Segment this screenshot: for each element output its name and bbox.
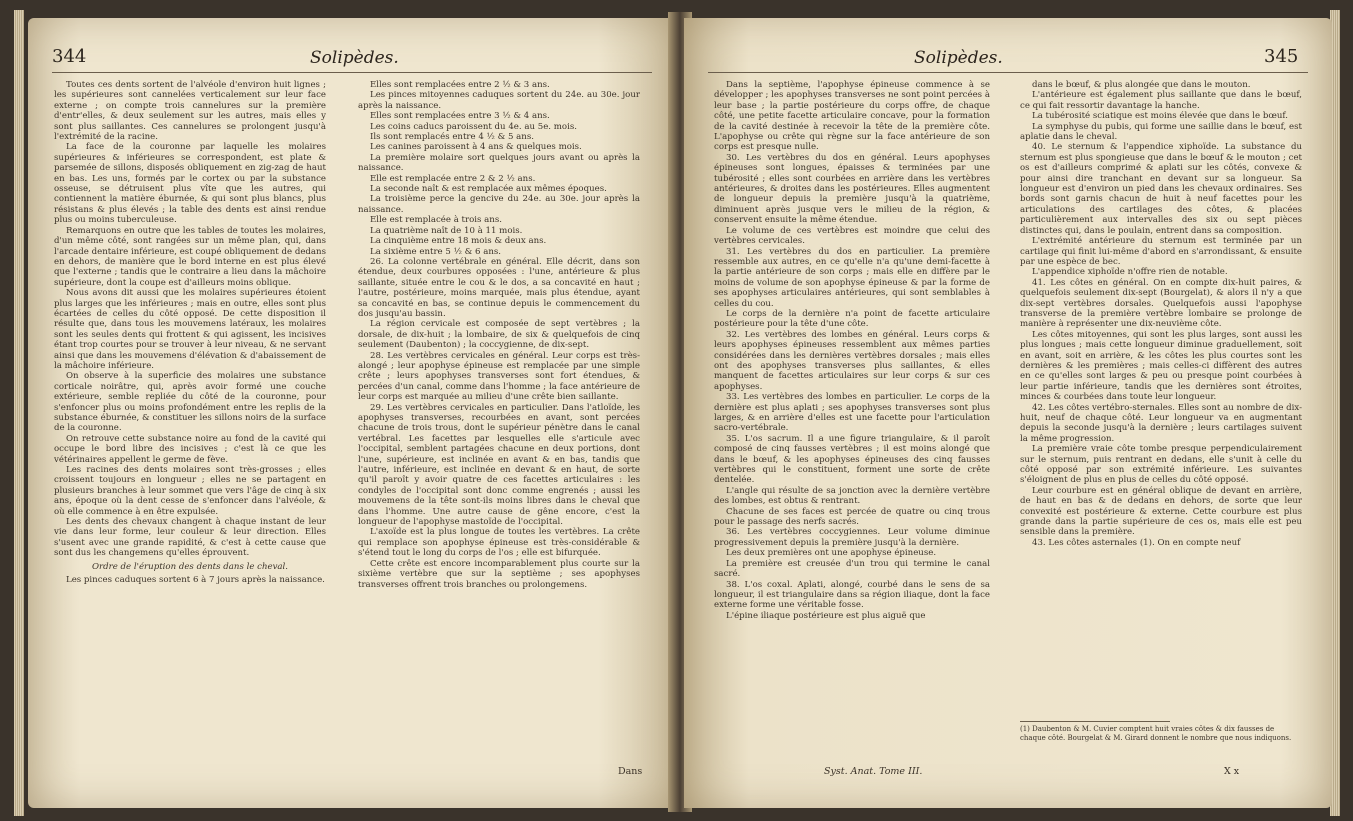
paragraph: La première vraie côte tombe presque perpendiculairement sur le sternum, puis rentrant en dedans, elle s'unit à celle du côté opposé par son extrémité inférieure. Les suivantes s'éloignent de plus en plus de celles du côté opposé. [1020, 444, 1302, 486]
paragraph: 31. Les vertèbres du dos en particulier. La première ressemble aux autres, en ce qu'elle n'a qu'une demi-facette à la partie antérieure de son corps ; mais elle en diffère par le moins de volume de son apophyse épineuse & par la forme de ses apophyses articulaires antérieures, qui sont semblables à celles du cou. [714, 246, 990, 309]
paragraph: Les deux premières ont une apophyse épineuse. [726, 548, 937, 559]
right-column-1 [714, 80, 990, 621]
left-page-edges [14, 10, 24, 816]
paragraph: La symphyse du pubis, qui forme une saillie dans le bœuf, est aplatie dans le cheval. [1020, 121, 1302, 143]
paragraph: Les dents des chevaux changent à chaque instant de leur vie dans leur forme, leur couleur & leur direction. Elles s'usent avec une grande rapidité, & c'est à cette cause que sont dus les changemens qu'elles éprouvent. [54, 517, 326, 559]
paragraph: 42. Les côtes vertébro-sternales. Elles sont au nombre de dix-huit, neuf de chaque côté. Leur longueur va en augmentant depuis la seconde jusqu'à la dernière ; leurs cartilages suivent la même progression. [1020, 402, 1302, 444]
left-catchword: Dans [618, 766, 643, 777]
paragraph: 32. Les vertèbres des lombes en général. Leurs corps & leurs apophyses épineuses ressemblent aux mêmes parties considérées dans les dernières vertèbres dorsales ; mais elles ont des apophyses transverses plus saillantes, & elles manquent de facettes articulaires sur leur corps & sur ces apophyses. [714, 329, 990, 392]
paragraph: Les pinces caduques sortent 6 à 7 jours après la naissance. [66, 575, 325, 586]
paragraph: Leur courbure est en général oblique de devant en arrière, de haut en bas & de dedans en dehors, de sorte que leur convexité est postérieure & externe. Cette courbure est plus grande dans la partie supérieure de ces os, mais elle est peu sensible dans la première. [1020, 485, 1302, 538]
signature-mark: X x [1224, 766, 1240, 777]
paragraph: 38. L'os coxal. Aplati, alongé, courbé dans le sens de sa longueur, il est triangulaire dans sa région iliaque, dont la face externe forme une véritable fosse. [714, 579, 990, 611]
paragraph: Elles sont remplacées entre 2 ½ & 3 ans. [370, 80, 550, 90]
left-column-2 [358, 80, 640, 590]
paragraph: La quatrième naît de 10 à 11 mois. [370, 225, 523, 236]
paragraph: 28. Les vertèbres cervicales en général. Leur corps est très-alongé ; leur apophyse épineuse est remplacée par une simple crête ; leurs apophyses transverses sont fort étendues, & percées d'un canal, comme dans l'homme ; la face antérieure de leur corps est marquée au milieu d'une crête bien saillante. [358, 350, 640, 403]
paragraph: 43. Les côtes asternales (1). On en compte neuf [1032, 537, 1241, 548]
paragraph: Elle est remplacée entre 2 & 2 ½ ans. [370, 173, 536, 184]
right-page [684, 18, 1332, 808]
paragraph: La région cervicale est composée de sept vertèbres ; la dorsale, de dix-huit ; la lombaire, de six & quelquefois de cinq seulement (Daubenton) ; la coccygienne, de dix-sept. [358, 319, 640, 351]
paragraph: Remarquons en outre que les tables de toutes les molaires, d'un même côté, sont rangées sur un même plan, qui, dans l'arcade dentaire inférieure, est coupé obliquement de dedans en dehors, de manière que le bord interne en est plus élevé que l'externe ; tandis que le contraire a lieu dans la mâchoire supérieure, dont la coupe est d'ailleurs moins oblique. [54, 225, 326, 288]
left-running-head: Solipèdes. [310, 48, 399, 68]
paragraph: Les canines paroissent à 4 ans & quelques mois. [370, 142, 582, 153]
paragraph: On retrouve cette substance noire au fond de la cavité qui occupe le bord libre des incisives ; c'est là ce que les vétérinaires appellent le germe de fève. [54, 433, 326, 465]
paragraph: 33. Les vertèbres des lombes en particulier. Le corps de la dernière est plus aplati ; ses apophyses transverses sont plus larges, & en arrière d'elles est une facette pour l'articulation sacro-vertébrale. [714, 392, 990, 434]
paragraph: Dans la septième, l'apophyse épineuse commence à se développer ; les apophyses transverses ne sont point percées à leur base ; la partie postérieure du corps offre, de chaque côté, une petite facette articulaire concave, pour la formation de la cavité destinée à recevoir la tête de la première côte. L'apophyse ou crête qui règne sur la face antérieure de son corps est presque nulle. [714, 80, 990, 153]
signature-line: Syst. Anat. Tome III. [824, 766, 923, 777]
left-page [28, 18, 676, 808]
paragraph: 36. Les vertèbres coccygiennes. Leur volume diminue progressivement depuis la première jusqu'à la dernière. [714, 527, 990, 548]
left-page-number: 344 [52, 46, 87, 67]
paragraph: La cinquième entre 18 mois & deux ans. [370, 236, 547, 247]
paragraph: La première molaire sort quelques jours avant ou après la naissance. [358, 152, 640, 174]
paragraph: Chacune de ses faces est percée de quatre ou cinq trous pour le passage des nerfs sacrés. [714, 506, 990, 528]
paragraph: L'angle qui résulte de sa jonction avec la dernière vertèbre des lombes, est obtus & rentrant. [714, 485, 990, 507]
paragraph: L'épine iliaque postérieure est plus aiguë que [726, 610, 926, 621]
paragraph: Elles sont remplacées entre 3 ½ & 4 ans. [370, 111, 550, 122]
paragraph: Ils sont remplacés entre 4 ½ & 5 ans. [370, 132, 534, 143]
paragraph: Le volume de ces vertèbres est moindre que celui des vertèbres cervicales. [714, 225, 990, 247]
right-page-number: 345 [1264, 46, 1299, 67]
paragraph: L'axoïde est la plus longue de toutes les vertèbres. La crête qui remplace son apophyse épineuse est très-considérable & s'étend tout le long du corps de l'os ; elle est bifurquée. [358, 527, 640, 559]
paragraph: 35. L'os sacrum. Il a une figure triangulaire, & il paroît composé de cinq fausses vertèbres ; il est moins alongé que dans le bœuf, & les apophyses épineuses des cinq fausses vertèbres qui le constituent, forment une sorte de crête dentelée. [714, 433, 990, 486]
paragraph: Les coins caducs paroissent du 4e. au 5e. mois. [370, 121, 577, 132]
paragraph: L'appendice xiphoïde n'offre rien de notable. [1032, 267, 1228, 278]
paragraph: La troisième perce la gencive du 24e. au 30e. jour après la naissance. [358, 194, 640, 215]
footnote-rule [1020, 721, 1170, 722]
right-column-2 [1020, 80, 1302, 548]
right-head-rule [708, 72, 1308, 73]
paragraph: Elle est remplacée à trois ans. [370, 215, 502, 226]
paragraph: Le corps de la dernière n'a point de facette articulaire postérieure pour la tête d'une côte. [714, 308, 990, 330]
paragraph: 40. Le sternum & l'appendice xiphoïde. La substance du sternum est plus spongieuse que dans le bœuf & le mouton ; cet os est d'ailleurs comprimé & aplati sur les côtés, convexe & pour ainsi dire tranchant en devant sur sa longueur. Sa longueur est d'environ un pied dans les chevaux ordinaires. Ses bords sont garnis chacun de huit à neuf facettes pour les articulations des cartilages des côtes, & placées particulièrement aux intervalles des six ou sept pièces distinctes qui, dans le poulain, entrent dans sa composition. [1020, 142, 1302, 236]
paragraph: 30. Les vertèbres du dos en général. Leurs apophyses épineuses sont longues, épaisses & terminées par une tubérosité ; elles sont courbées en arrière dans les vertèbres antérieures, & droites dans les postérieures. Elles augmentent de longueur depuis la première jusqu'à la quatrième, diminuent après jusque vers le milieu de la région, & conservent ensuite la même étendue. [714, 152, 990, 226]
paragraph: La première est creusée d'un trou qui termine le canal sacré. [714, 558, 990, 580]
footnote: (1) Daubenton & M. Cuvier comptent huit vraies côtes & dix fausses de chaque côté. Bourgelat & M. Girard donnent le nombre que nous indiquons. [1020, 725, 1292, 742]
paragraph: On observe à la superficie des molaires une substance corticale noirâtre, qui, après avoir formé une couche extérieure, semble repliée du côté de la couronne, pour s'enfoncer plus ou moins profondément entre les replis de la substance éburnée, & constituer les sillons noirs de la surface de la couronne. [54, 371, 326, 434]
paragraph: La sixième entre 5 ½ & 6 ans. [370, 246, 502, 257]
paragraph: dans le bœuf, & plus alongée que dans le mouton. [1032, 80, 1251, 90]
paragraph: Toutes ces dents sortent de l'alvéole d'environ huit lignes ; les supérieures sont cannelées verticalement sur leur face externe ; on compte trois cannelures sur la première d'entr'elles, & deux seulement sur les autres, mais elles y sont plus saillantes. Ces cannelures se prolongent jusqu'à l'extrémité de la racine. [54, 80, 326, 143]
paragraph: Les racines des dents molaires sont très-grosses ; elles croissent toujours en longueur ; elles ne se partagent en plusieurs branches à leur sommet que vers l'âge de cinq à six ans, époque où la dent cesse de s'enfoncer dans l'alvéole, & où elle commence à en être expulsée. [54, 465, 326, 517]
right-running-head: Solipèdes. [914, 48, 1003, 68]
paragraph: Les pinces mitoyennes caduques sortent du 24e. au 30e. jour après la naissance. [358, 90, 640, 111]
eruption-heading: Ordre de l'éruption des dents dans le cheval. [91, 561, 289, 572]
paragraph: La face de la couronne par laquelle les molaires supérieures & inférieures se correspondent, est plate & parsemée de sillons, disposés obliquement en zig-zag de haut en bas. Les uns, formés par le cortex ou par la substance osseuse, se détruisent plus vîte que les autres, qui contiennent la matière éburnée, & qui sont plus blancs, plus résistans & plus élevés ; la table des dents est ainsi rendue plus ou moins tuberculeuse. [54, 142, 326, 226]
paragraph: La tubérosité sciatique est moins élevée que dans le bœuf. [1032, 111, 1288, 122]
paragraph: 26. La colonne vertébrale en général. Elle décrit, dans son étendue, deux courbures opposées : l'une, antérieure & plus saillante, située entre le cou & le dos, a sa concavité en haut ; l'autre, postérieure, moins marquée, mais plus étendue, ayant sa concavité en bas, se continue depuis le commencement du dos jusqu'au bassin. [358, 256, 640, 319]
paragraph: L'extrémité antérieure du sternum est terminée par un cartilage qui finit lui-même d'abord en s'arrondissant, & ensuite par une espèce de bec. [1020, 236, 1302, 267]
paragraph: Nous avons dit aussi que les molaires supérieures étoient plus larges que les inférieures ; mais en outre, elles sont plus écartées de celles du côté opposé. De cette disposition il résulte que, dans tous les mouvemens latéraux, les molaires sont les seules dents qui frottent & qui agissent, les incisives étant trop courtes pour se trouver à leur niveau, & ne servant ainsi que dans les mouvemens d'élévation & d'abaissement de la mâchoire inférieure. [54, 288, 326, 371]
paragraph: La seconde naît & est remplacée aux mêmes époques. [370, 184, 607, 195]
paragraph: Cette crête est encore incomparablement plus courte sur la sixième vertèbre que sur la septième ; ses apophyses transverses offrent trois branches ou prolongemens. [358, 558, 640, 590]
paragraph: 41. Les côtes en général. On en compte dix-huit paires, & quelquefois seulement dix-sept (Bourgelat), & alors il n'y a que dix-sept vertèbres dorsales. Quelquefois aussi l'apophyse transverse de la première vertèbre lombaire se prolonge de manière à représenter une dix-neuvième côte. [1020, 277, 1302, 330]
paragraph: Les côtes mitoyennes, qui sont les plus larges, sont aussi les plus longues ; mais cette longueur diminue graduellement, soit en avant, soit en arrière, & les côtes les plus courtes sont les dernières & les premières ; mais celles-ci diffèrent des autres en ce qu'elles sont larges & peu ou presque point courbées à leur partie inférieure, tandis que les dernières sont étroites, minces & courbées dans toute leur longueur. [1020, 329, 1302, 403]
left-head-rule [52, 72, 652, 73]
left-column-1 [54, 80, 326, 586]
paragraph: L'antérieure est également plus saillante que dans le bœuf, ce qui fait ressortir davantage la hanche. [1020, 90, 1302, 111]
paragraph: 29. Les vertèbres cervicales en particulier. Dans l'atloïde, les apophyses transverses, recourbées en avant, sont percées chacune de trois trous, dont le supérieur pénètre dans le canal vertébral. Les facettes par lesquelles elle s'articule avec l'occipital, semblent partagées chacune en deux portions, dont l'une, supérieure, est inclinée en avant & en bas, tandis que l'autre, inférieure, est inclinée en devant & en haut, de sorte qu'il paroît y avoir quatre de ces facettes articulaires : les condyles de l'occipital sont donc comme engrenés ; aussi les mouvemens de la tête sont-ils moins libres dans le cheval que dans l'homme. Une autre cause de gêne encore, c'est la longueur de l'apophyse mastoïde de l'occipital. [358, 402, 640, 528]
